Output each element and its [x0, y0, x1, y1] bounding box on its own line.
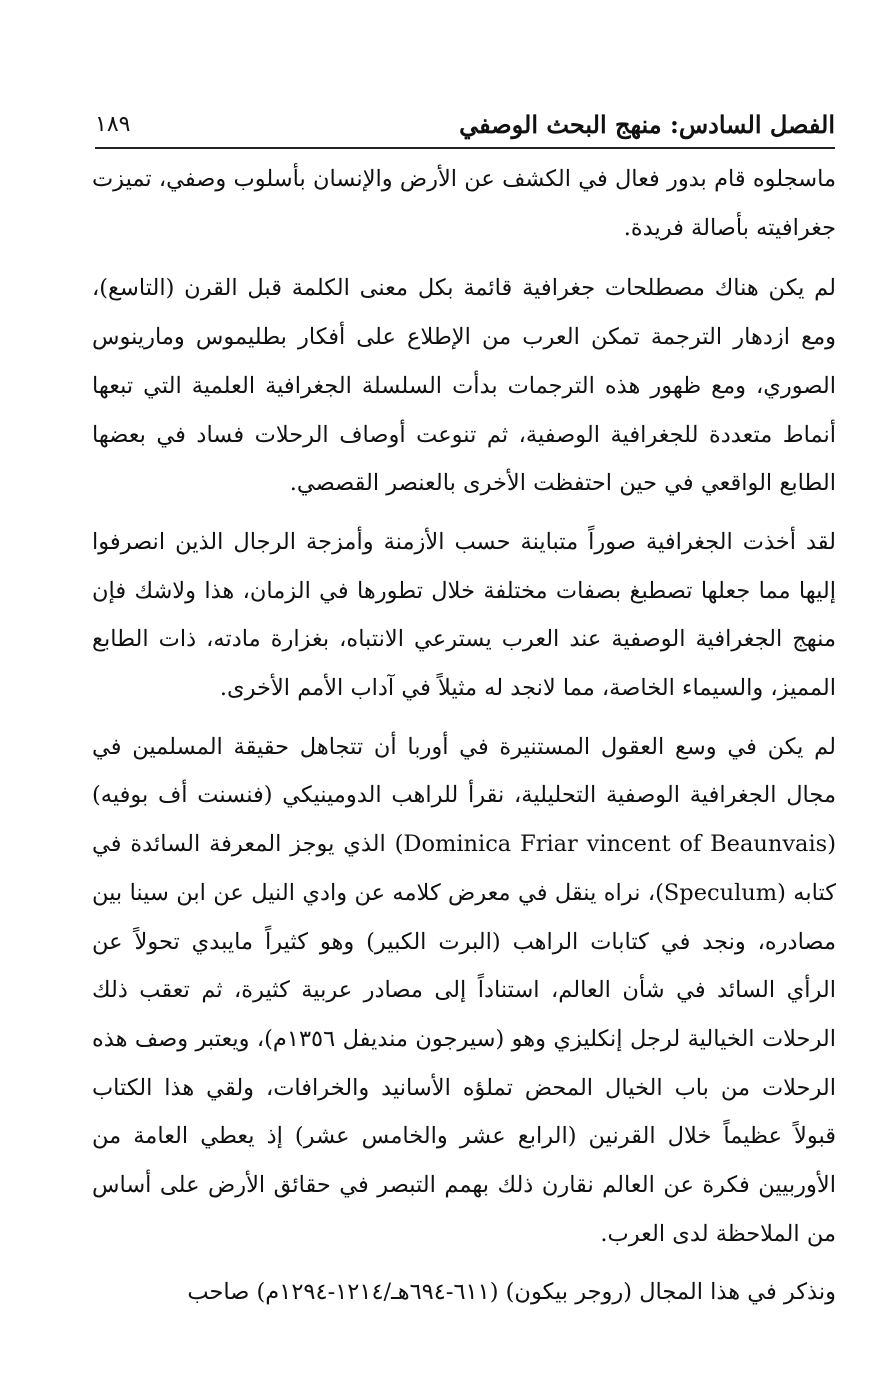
paragraph: لم يكن في وسع العقول المستنيرة في أوربا أن تتجاهل حقيقة المسلمين في مجال الجغرافية الوصفية التحليلية، نقرأ للراهب الدومينيكي (فنسنت أف بوفيه) (Dominica Friar vincent of Beaunvais) الذي يوجز المعرفة السائدة في كتابه (Speculum)، نراه ينقل في معرض كلامه عن وادي النيل عن ابن سينا بين مصادره، ونجد في كتابات الراهب (البرت الكبير) وهو كثيراً مايبدي تحولاً عن الرأي السائد في شأن العالم، استناداً إلى مصادر عربية كثيرة، ثم تعقب ذلك الرحلات الخيالية لرجل إنكليزي وهو (سيرجون منديفل ١٣٥٦م)، ويعتبر وصف هذه الرحلات من باب الخيال المحض تملؤه الأسانيد والخرافات، ولقي هذا الكتاب قبولاً عظيماً خلال القرنين (الرابع عشر والخامس عشر) إذ يعطي العامة من الأوربيين فكرة عن العالم نقارن ذلك بهمم التبصر في حقائق الأرض على أساس من الملاحظة لدى العرب.	[92, 733, 836, 1247]
page-number: ١٨٩	[95, 111, 131, 137]
header-rule	[95, 147, 835, 149]
page-header	[95, 102, 835, 146]
paragraph: لقد أخذت الجغرافية صوراً متباينة حسب الأزمنة وأمزجة الرجال الذين انصرفوا إليها مما جعلها تصطبغ بصفات مختلفة خلال تطورها في الزمان، هذا ولاشك فإن منهج الجغرافية الوصفية عند العرب يسترعي الانتباه، بغزارة مادته، ذات الطابع المميز، والسيماء الخاصة، مما لانجد له مثيلاً في آداب الأمم الأخرى.	[92, 528, 836, 702]
body-text	[92, 155, 836, 1327]
paragraph: لم يكن هناك مصطلحات جغرافية قائمة بكل معنى الكلمة قبل القرن (التاسع)، ومع ازدهار الترجمة تمكن العرب من الإطلاع على أفكار بطليموس ومارينوس الصوري، ومع ظهور هذه الترجمات بدأت السلسلة الجغرافية العلمية التي تبعها أنماط متعددة للجغرافية الوصفية، ثم تنوعت أوصاف الرحلات فساد في بعضها الطابع الواقعي في حين احتفظت الأخرى بالعنصر القصصي.	[92, 275, 836, 497]
running-title: الفصل السادس: منهج البحث الوصفي	[459, 109, 835, 139]
paragraph: ونذكر في هذا المجال (روجر بيكون) (٦١١-٦٩٤هـ/١٢١٤-١٢٩٤م) صاحب	[187, 1279, 836, 1306]
paragraph: ماسجلوه قام بدور فعال في الكشف عن الأرض والإنسان بأسلوب وصفي، تميزت جغرافيته بأصالة فريدة.	[92, 166, 836, 241]
